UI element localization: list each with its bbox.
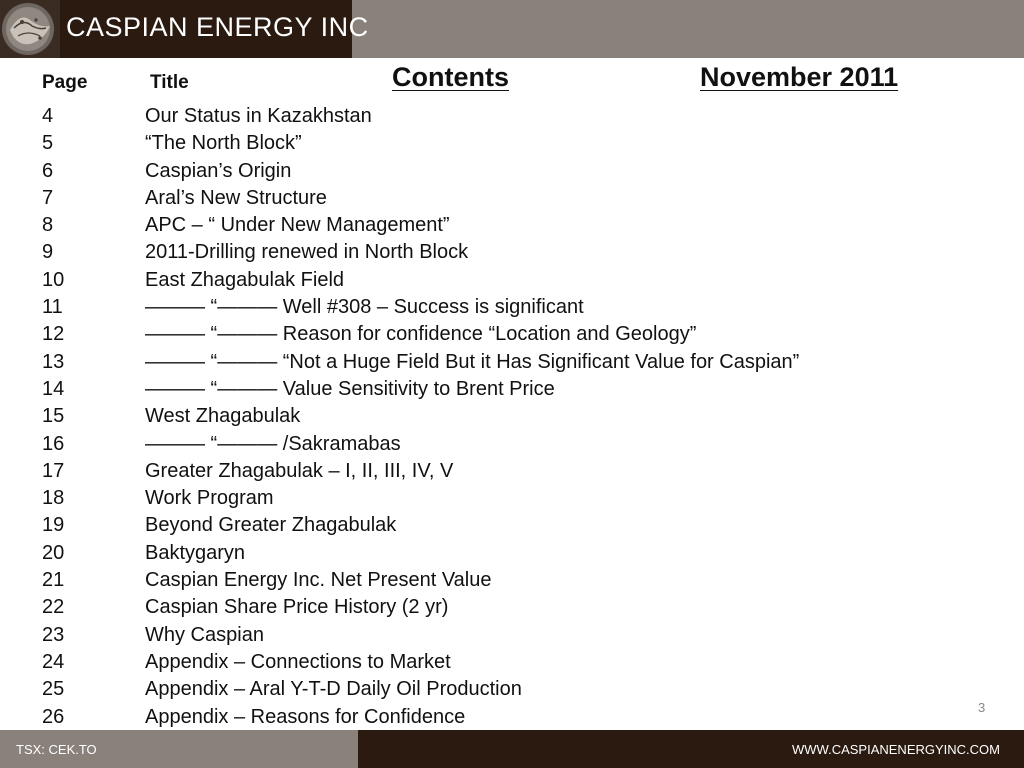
- toc-title: Appendix – Reasons for Confidence: [145, 705, 466, 728]
- toc-title: ——— “——— Well #308 – Success is significant: [145, 296, 584, 319]
- stock-ticker: TSX: CEK.TO: [16, 742, 97, 757]
- toc-title: “The North Block”: [145, 132, 302, 155]
- toc-page-number: 21: [42, 569, 65, 592]
- toc-page-number: 7: [42, 186, 54, 209]
- toc-row: [42, 212, 1002, 239]
- toc-page-number: 17: [42, 459, 65, 482]
- toc-row: [42, 540, 1002, 567]
- toc-title: Our Status in Kazakhstan: [145, 105, 372, 127]
- toc-row: [42, 185, 1002, 212]
- toc-title: ——— “——— Reason for confidence “Location and Geology”: [145, 323, 697, 346]
- toc-row: [42, 239, 1002, 266]
- toc-title: APC – “ Under New Management”: [145, 214, 450, 237]
- toc-row: [42, 567, 1002, 594]
- brand-name: CASPIAN ENERGY INC: [66, 12, 369, 42]
- table-of-contents: [42, 103, 1002, 731]
- toc-page-number: 6: [42, 159, 54, 182]
- toc-page-number: 10: [42, 268, 65, 291]
- toc-title: ——— “——— “Not a Huge Field But it Has Significant Value for Caspian”: [145, 350, 800, 373]
- toc-page-number: 4: [42, 105, 54, 127]
- toc-row: [42, 622, 1002, 649]
- toc-row: [42, 594, 1002, 621]
- toc-title: Greater Zhagabulak – I, II, III, IV, V: [145, 459, 454, 482]
- toc-page-number: 11: [42, 296, 63, 319]
- toc-title: West Zhagabulak: [145, 405, 301, 428]
- toc-page-number: 13: [42, 350, 65, 373]
- toc-page-number: 14: [42, 377, 65, 400]
- toc-title: ——— “——— Value Sensitivity to Brent Price: [145, 377, 555, 400]
- toc-title: Aral’s New Structure: [145, 186, 327, 209]
- toc-page-number: 18: [42, 487, 65, 510]
- header-band: [0, 0, 1024, 58]
- toc-title: East Zhagabulak Field: [145, 268, 345, 291]
- toc-title: 2011-Drilling renewed in North Block: [145, 241, 469, 264]
- slide-number: 3: [978, 700, 986, 715]
- toc-row: [42, 458, 1002, 485]
- footer-band: [0, 730, 1024, 768]
- toc-row: [42, 376, 1002, 403]
- toc-row: [42, 130, 1002, 157]
- toc-row: [42, 485, 1002, 512]
- toc-row: [42, 403, 1002, 430]
- toc-row: [42, 704, 1002, 731]
- toc-page-number: 8: [42, 214, 54, 237]
- toc-page-number: 23: [42, 623, 65, 646]
- toc-row: [42, 349, 1002, 376]
- toc-page-number: 9: [42, 241, 54, 264]
- toc-page-number: 5: [42, 132, 54, 155]
- toc-row: [42, 158, 1002, 185]
- toc-page-number: 20: [42, 541, 65, 564]
- toc-title: ——— “——— /Sakramabas: [145, 432, 401, 455]
- toc-row: [42, 431, 1002, 458]
- toc-page-number: 19: [42, 514, 65, 537]
- toc-title: Caspian Energy Inc. Net Present Value: [145, 569, 492, 592]
- toc-row: [42, 294, 1002, 321]
- toc-title: Caspian Share Price History (2 yr): [145, 596, 449, 619]
- toc-row: [42, 103, 1002, 130]
- website-url: WWW.CASPIANENERGYINC.COM: [791, 742, 1000, 757]
- toc-row: [42, 676, 1002, 703]
- toc-title: Appendix – Connections to Market: [145, 650, 451, 673]
- toc-page-number: 26: [42, 705, 65, 728]
- column-heading-title: Title: [150, 72, 189, 93]
- toc-page-number: 12: [42, 323, 65, 346]
- toc-title: Beyond Greater Zhagabulak: [145, 514, 397, 537]
- toc-row: [42, 649, 1002, 676]
- toc-title: Appendix – Aral Y-T-D Daily Oil Production: [145, 678, 522, 701]
- date-heading: November 2011: [700, 62, 899, 92]
- brand-box: [0, 0, 369, 58]
- toc-page-number: 25: [42, 678, 65, 701]
- caspian-emblem-logo: [0, 0, 60, 58]
- toc-row: [42, 512, 1002, 539]
- ticker-box: [0, 730, 358, 768]
- toc-title: Caspian’s Origin: [145, 159, 292, 182]
- toc-row: [42, 321, 1002, 348]
- toc-page-number: 24: [42, 650, 65, 673]
- toc-title: Baktygaryn: [145, 541, 246, 564]
- toc-title: Work Program: [145, 487, 274, 510]
- toc-page-number: 15: [42, 405, 65, 428]
- toc-page-number: 22: [42, 596, 65, 619]
- column-heading-page: Page: [42, 72, 88, 93]
- toc-row: [42, 267, 1002, 294]
- toc-page-number: 16: [42, 432, 65, 455]
- page-title: Contents: [392, 62, 509, 92]
- toc-title: Why Caspian: [145, 623, 264, 646]
